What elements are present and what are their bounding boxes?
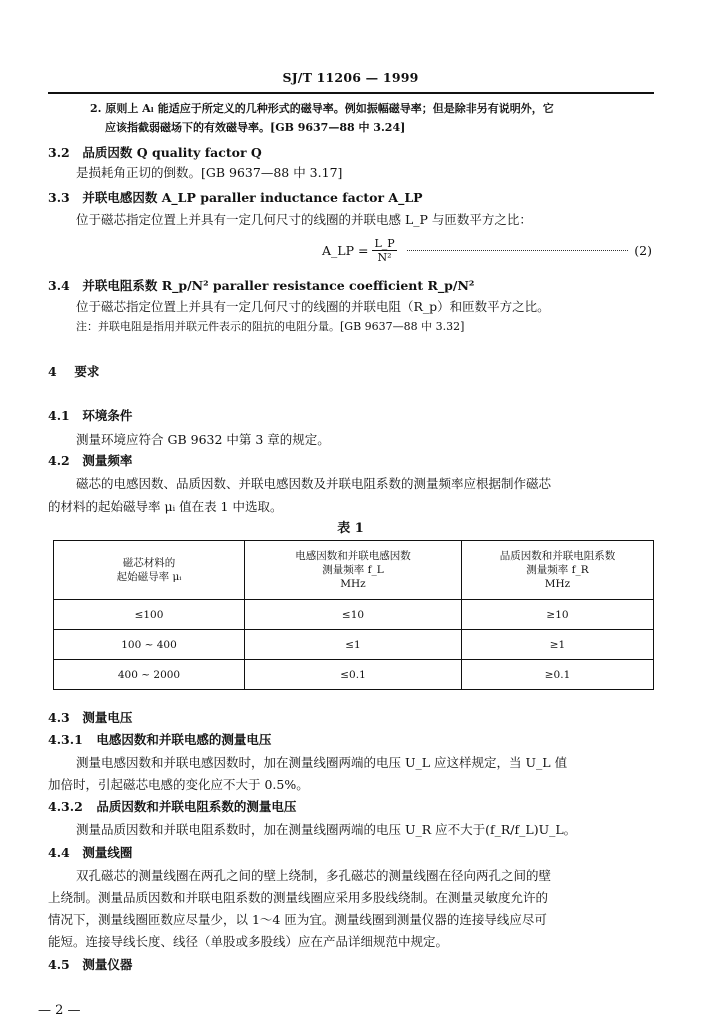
- formula-2: [322, 235, 652, 265]
- table-cell: ≥10: [462, 600, 654, 630]
- section-4-3-heading: [48, 708, 132, 726]
- section-number: 4.3.2: [48, 799, 83, 814]
- section-title: 测量频率: [82, 453, 133, 468]
- section-number: 4.4: [48, 845, 70, 860]
- section-number: 3.2: [48, 145, 70, 160]
- section-number: 4.1: [48, 408, 70, 423]
- header-text: 品质因数和并联电阻系数: [499, 550, 616, 562]
- page-number: — 2 —: [38, 1003, 81, 1018]
- section-number: 4.2: [48, 453, 70, 468]
- table-header-inductance-frequency: [245, 541, 462, 600]
- section-3-3-heading: [48, 188, 423, 206]
- section-title: 品质因数 Q quality factor Q: [82, 145, 262, 160]
- section-4-2-heading: [48, 451, 132, 469]
- formula-fraction: [372, 237, 396, 264]
- section-number: 3.3: [48, 190, 70, 205]
- section-3-4-note: 注：并联电阻是指用并联元件表示的阻抗的电阻分量。[GB 9637—88 中 3.32]: [76, 320, 465, 333]
- header-text: 电感因数和并联电感因数: [295, 550, 411, 562]
- section-4-3-2-body: 测量品质因数和并联电阻系数时，加在测量线圈两端的电压 U_R 应不大于(f_R/f_L)U_L。: [76, 822, 577, 837]
- section-4-4-body-line-4: 能短。连接导线长度、线径（单股或多股线）应在产品详细规范中规定。: [48, 934, 449, 949]
- section-3-4-body: 位于磁芯指定位置上并具有一定几何尺寸的线圈的并联电阻（R_p）和匝数平方之比。: [76, 299, 550, 314]
- section-4-4-body-line-1: 双孔磁芯的测量线圈在两孔之间的壁上绕制，多孔磁芯的测量线圈在径向两孔之间的壁: [76, 868, 552, 883]
- section-4-3-1-body-line-1: 测量电感因数和并联电感因数时，加在测量线圈两端的电压 U_L 应这样规定，当 U_L 值: [76, 755, 568, 770]
- header-rule: [48, 92, 654, 94]
- table-header-material: [54, 541, 245, 600]
- section-title: 测量线圈: [82, 845, 133, 860]
- table-cell: ≥0.1: [462, 660, 654, 690]
- table-cell: ≤100: [54, 600, 245, 630]
- section-title: 要求: [74, 364, 100, 379]
- section-3-3-body: 位于磁芯指定位置上并具有一定几何尺寸的线圈的并联电感 L_P 与匝数平方之比：: [76, 212, 532, 227]
- header-text: 磁芯材料的: [122, 557, 176, 569]
- table-cell: ≥1: [462, 630, 654, 660]
- section-4-4-heading: [48, 843, 132, 861]
- section-4-1-heading: [48, 406, 132, 424]
- table-1-title: 表 1: [337, 521, 364, 536]
- section-4-2-body-line-2: 的材料的起始磁导率 μᵢ 值在表 1 中选取。: [48, 499, 283, 514]
- section-title: 品质因数和并联电阻系数的测量电压: [96, 799, 297, 814]
- table-1: [53, 540, 654, 690]
- section-title: 并联电感因数 A_LP paraller inductance factor A_LP: [82, 190, 423, 205]
- table-cell: 100 ~ 400: [54, 630, 245, 660]
- header-text: 起始磁导率 μᵢ: [116, 571, 182, 583]
- section-title: 电感因数和并联电感的测量电压: [96, 732, 272, 747]
- section-4-3-2-heading: [48, 797, 296, 815]
- section-number: 4.3: [48, 710, 70, 725]
- header-text: 测量频率 f_L: [322, 564, 384, 576]
- table-row: [54, 600, 654, 630]
- section-4-4-body-line-2: 上绕制。测量品质因数和并联电阻系数的测量线圈应采用多股线绕制。在测量灵敏度允许的: [48, 890, 549, 905]
- table-row: [54, 630, 654, 660]
- section-title: 环境条件: [82, 408, 133, 423]
- table-cell: ≤0.1: [245, 660, 462, 690]
- formula-lhs: A_LP =: [322, 242, 369, 258]
- formula-leader-dots: [407, 250, 629, 251]
- formula-number: (2): [634, 242, 652, 258]
- section-4-heading: [48, 362, 99, 380]
- section-4-4-body-line-3: 情况下，测量线圈匝数应尽量少，以 1～4 匝为宜。测量线圈到测量仪器的连接导线应尽可: [48, 912, 547, 927]
- section-4-5-heading: [48, 955, 132, 973]
- section-3-2-heading: [48, 143, 262, 161]
- table-header-row: [54, 541, 654, 600]
- header-text: 测量频率 f_R: [526, 564, 589, 576]
- header-unit: MHz: [544, 578, 571, 590]
- table-cell: 400 ~ 2000: [54, 660, 245, 690]
- table-cell: ≤10: [245, 600, 462, 630]
- section-3-4-heading: [48, 276, 474, 294]
- section-4-1-body: 测量环境应符合 GB 9632 中第 3 章的规定。: [76, 432, 330, 447]
- header-unit: MHz: [340, 578, 366, 590]
- section-number: 4: [48, 364, 57, 379]
- note-2-line-2: 应该指截弱磁场下的有效磁导率。[GB 9637—88 中 3.24]: [105, 121, 406, 134]
- section-title: 测量电压: [82, 710, 133, 725]
- table-cell: ≤1: [245, 630, 462, 660]
- section-4-3-1-body-line-2: 加倍时，引起磁芯电感的变化应不大于 0.5%。: [48, 777, 309, 792]
- section-3-2-body: 是损耗角正切的倒数。[GB 9637—88 中 3.17]: [76, 165, 343, 180]
- section-4-2-body-line-1: 磁芯的电感因数、品质因数、并联电感因数及并联电阻系数的测量频率应根据制作磁芯: [76, 476, 552, 491]
- section-title: 并联电阻系数 R_p/N² paraller resistance coefficient R_p/N²: [82, 278, 475, 293]
- header-title: SJ/T 11206 — 1999: [282, 70, 419, 85]
- table-row: [54, 660, 654, 690]
- table-header-quality-frequency: [462, 541, 654, 600]
- note-2-line-1: 2. 原则上 Aₗ 能适应于所定义的几种形式的磁导率。例如振幅磁导率；但是除非另有说明外，它: [90, 102, 554, 115]
- section-4-3-1-heading: [48, 730, 271, 748]
- formula-numerator: L_P: [374, 236, 395, 250]
- section-number: 4.5: [48, 957, 70, 972]
- formula-denominator: N²: [377, 250, 392, 264]
- section-number: 4.3.1: [48, 732, 83, 747]
- section-number: 3.4: [48, 278, 70, 293]
- section-title: 测量仪器: [82, 957, 133, 972]
